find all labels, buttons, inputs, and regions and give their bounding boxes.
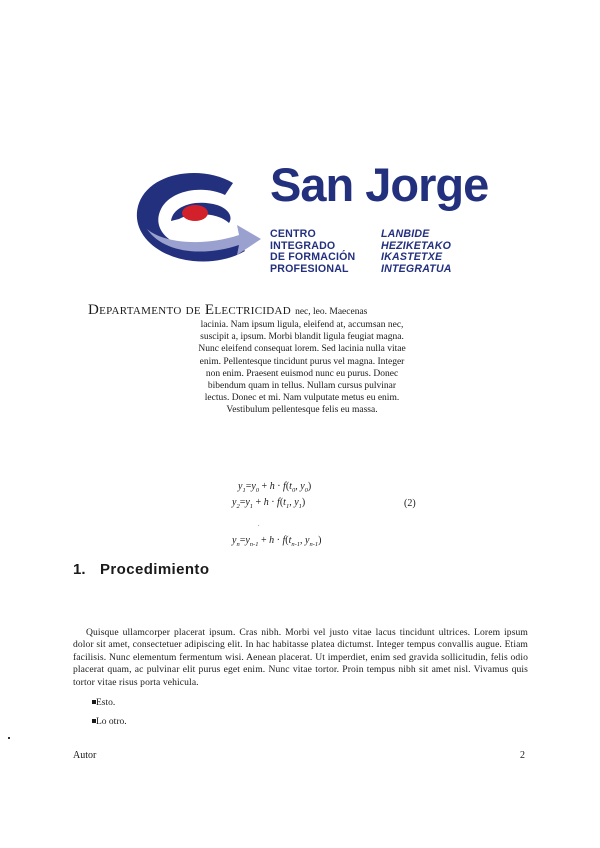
list-item-text: Lo otro. — [96, 717, 127, 727]
logo-line: DE FORMACIÓN — [270, 251, 356, 264]
logo-swirl-icon — [133, 169, 263, 267]
logo-subtitle-basque — [381, 229, 452, 275]
section-number: 1. — [73, 561, 86, 578]
equation-ellipsis: . — [258, 522, 260, 528]
equation-number: (2) — [404, 498, 416, 509]
logo-line: CENTRO — [270, 228, 316, 240]
logo-subtitle-spanish — [270, 229, 355, 275]
footer-page-number: 2 — [520, 750, 525, 761]
equation-2: $y_2=y_1 + h \cdot f(t_1$, $y_1$) — [232, 497, 306, 510]
equation-3: $y_n=y_{n-1} + h \cdot f(t_{n-1}$, $y_{n-1}$) — [232, 535, 322, 548]
list-item — [92, 717, 127, 727]
logo-line: LANBIDE — [381, 228, 430, 240]
list-item — [92, 698, 115, 708]
department-name: Departamento de Electricidad — [88, 302, 292, 318]
footer-author: Autor — [73, 750, 97, 761]
list-item-text: Esto. — [96, 698, 116, 708]
margin-mark — [8, 737, 10, 739]
san-jorge-logo — [133, 158, 489, 278]
department-heading — [88, 302, 367, 320]
body-paragraph: Quisque ullamcorper placerat ipsum. Cras nibh. Morbi vel justo vitae lacus tincidunt ultrices. Lorem ipsum dolor sit amet, consectetuer adipiscing elit. In hac habitasse platea dictumst. Integer tempus convallis augue. Etiam facilisis. Nunc elementum fermentum wisi. Aenean placerat. Ut imperdiet, enim sed gravida sollicitudin, felis odio placerat quam, ac pulvinar elit purus eget enim. Nunc vitae tortor. Proin tempus nibh sit amet nisl. Vivamus quis tortor vitae risus porta vehicula. — [73, 627, 528, 688]
logo-line: HEZIKETAKO — [381, 239, 452, 252]
equation-1: $y_1=y_0 + h \cdot f(t_0$, $y_0$) — [238, 481, 312, 494]
abstract-text: lacinia. Nam ipsum ligula, eleifend at, accumsan nec, suscipit a, ipsum. Morbi blandit ligula feugiat magna. Nunc eleifend consequat lorem. Sed lacinia nulla vitae enim. Pellentesque tincidunt purus vel magna. Integer non enim. Praesent euismod nunc eu purus. Donec bibendum quam in tellus. Nullam cursus pulvinar lectus. Donec et mi. Nam vulputate metus eu enim. Vestibulum pellentesque felis eu massa. — [198, 320, 406, 416]
logo-line: INTEGRADO — [270, 239, 336, 252]
department-tail: nec, leo. Maecenas — [295, 307, 368, 317]
logo-title: San Jorge — [270, 158, 489, 211]
logo-line: PROFESIONAL — [270, 262, 349, 275]
logo-line: IKASTETXE — [381, 251, 443, 264]
logo-line: INTEGRATUA — [381, 262, 452, 275]
section-title: Procedimiento — [100, 561, 210, 578]
